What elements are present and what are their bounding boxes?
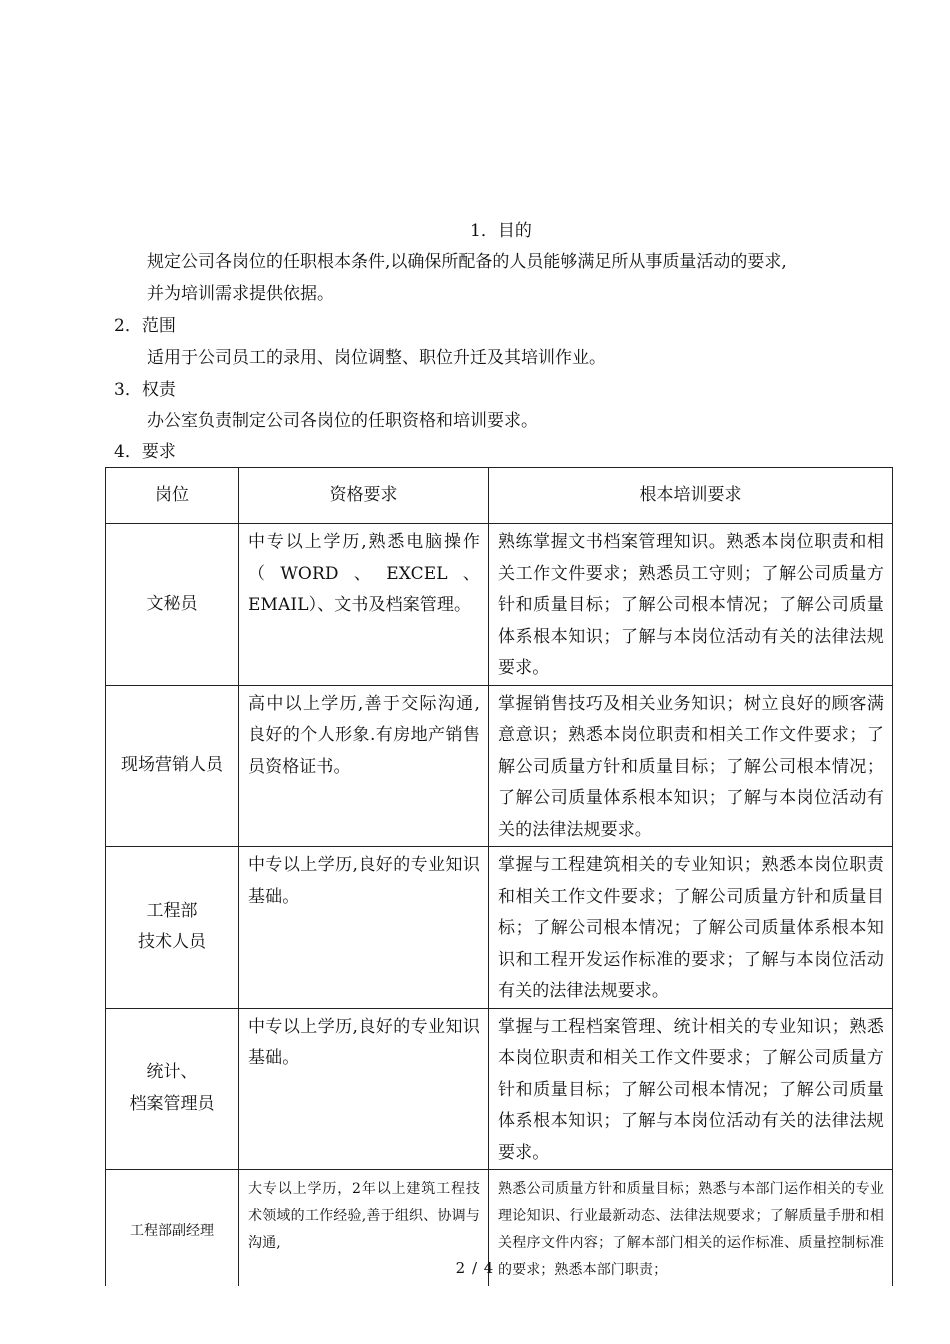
qualification-cell: 高中以上学历,善于交际沟通,良好的个人形象.有房地产销售员资格证书。 bbox=[239, 685, 489, 847]
requirements-heading: 4．要求 bbox=[114, 442, 176, 462]
post-name-line1: 统计、 bbox=[146, 1062, 198, 1083]
post-cell bbox=[106, 524, 239, 686]
purpose-heading: 1．目的 bbox=[470, 221, 532, 241]
post-name-line2: 技术人员 bbox=[138, 932, 206, 953]
scope-text: 适用于公司员工的录用、岗位调整、职位升迁及其培训作业。 bbox=[147, 348, 606, 368]
training-cell: 掌握销售技巧及相关业务知识；树立良好的顾客满意意识；熟悉本岗位职责和相关工作文件要求；了解公司质量方针和质量目标；了解公司根本情况；了解公司质量体系根本知识；了解与本岗位活动有关的法律法规要求。 bbox=[489, 685, 893, 847]
qualification-cell: 大专以上学历，2年以上建筑工程技术领域的工作经验,善于组织、协调与沟通, bbox=[239, 1170, 489, 1286]
qualification-cell: 中专以上学历,良好的专业知识基础。 bbox=[239, 1008, 489, 1170]
purpose-text-line1: 规定公司各岗位的任职根本条件,以确保所配备的人员能够满足所从事质量活动的要求, bbox=[147, 252, 787, 272]
purpose-text-line2: 并为培训需求提供依据。 bbox=[147, 284, 334, 304]
table-header-row bbox=[106, 468, 893, 524]
post-name-line2: 档案管理员 bbox=[129, 1093, 215, 1114]
post-name-line1: 工程部 bbox=[146, 900, 198, 921]
training-cell: 掌握与工程建筑相关的专业知识；熟悉本岗位职责和相关工作文件要求；了解公司质量方针和质量目标；了解公司根本情况；了解公司质量体系根本知识和工程开发运作标准的要求；了解与本岗位活动有关的法律法规要求。 bbox=[489, 847, 893, 1009]
duty-heading: 3．权责 bbox=[114, 380, 176, 400]
post-cell bbox=[106, 685, 239, 847]
training-cell: 掌握与工程档案管理、统计相关的专业知识；熟悉本岗位职责和相关工作文件要求；了解公司质量方针和质量目标；了解公司根本情况；了解公司质量体系根本知识；了解与本岗位活动有关的法律法规要求。 bbox=[489, 1008, 893, 1170]
header-post: 岗位 bbox=[106, 468, 239, 524]
table-row bbox=[106, 685, 893, 847]
training-cell: 熟练掌握文书档案管理知识。熟悉本岗位职责和相关工作文件要求；熟悉员工守则；了解公司质量方针和质量目标；了解公司根本情况；了解公司质量体系根本知识；了解与本岗位活动有关的法律法规要求。 bbox=[489, 524, 893, 686]
post-cell bbox=[106, 847, 239, 1009]
table-row bbox=[106, 524, 893, 686]
requirements-table bbox=[105, 467, 893, 1286]
qualification-cell: 中专以上学历,熟悉电脑操作（WORD、EXCEL、EMAIL）、文书及档案管理。 bbox=[239, 524, 489, 686]
table-row bbox=[106, 847, 893, 1009]
post-name: 文秘员 bbox=[146, 593, 198, 614]
header-training: 根本培训要求 bbox=[489, 468, 893, 524]
training-cell: 熟悉公司质量方针和质量目标；熟悉与本部门运作相关的专业理论知识、行业最新动态、法律法规要求；了解质量手册和相关程序文件内容；了解本部门相关的运作标准、质量控制标准的要求；熟悉本部门职责； bbox=[489, 1170, 893, 1286]
header-qualification: 资格要求 bbox=[239, 468, 489, 524]
table-row bbox=[106, 1008, 893, 1170]
post-cell bbox=[106, 1008, 239, 1170]
post-name: 工程部副经理 bbox=[130, 1223, 214, 1239]
page-number: 2 / 4 bbox=[455, 1259, 495, 1277]
duty-text: 办公室负责制定公司各岗位的任职资格和培训要求。 bbox=[147, 411, 538, 431]
scope-heading: 2．范围 bbox=[114, 316, 176, 336]
post-name: 现场营销人员 bbox=[121, 755, 223, 775]
qualification-cell: 中专以上学历,良好的专业知识基础。 bbox=[239, 847, 489, 1009]
